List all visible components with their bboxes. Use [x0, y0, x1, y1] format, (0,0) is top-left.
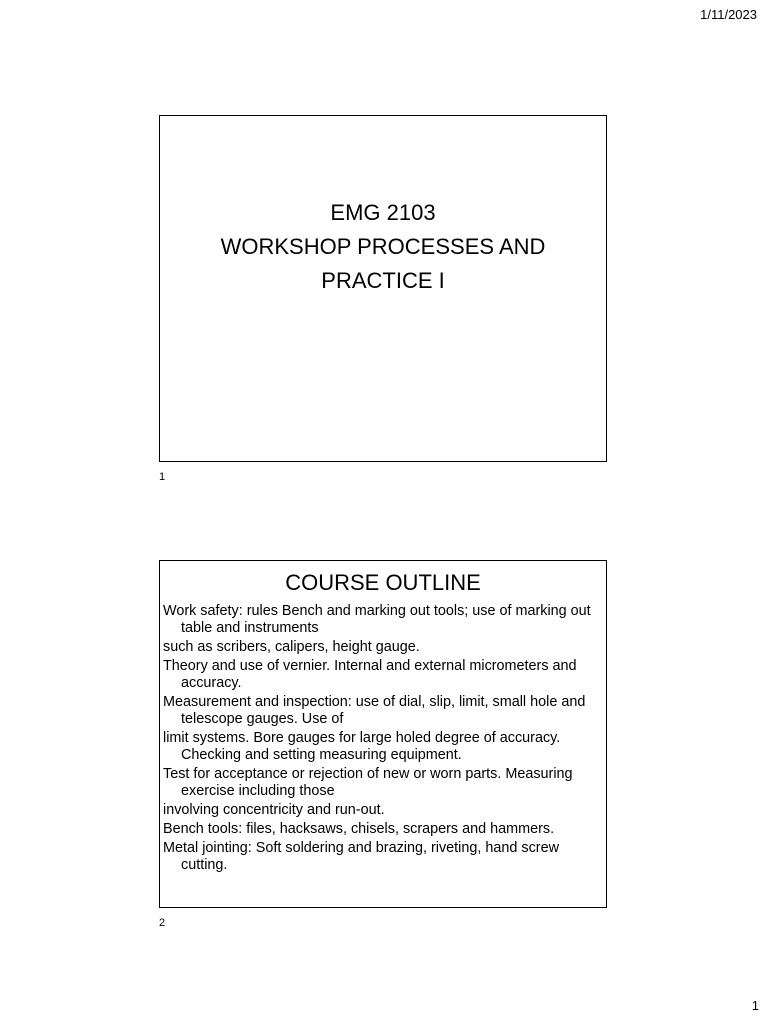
outline-item: Metal jointing: Soft soldering and brazing, riveting, hand screw cutting. — [163, 840, 559, 873]
outline-item: limit systems. Bore gauges for large holed degree of accuracy. Checking and setting measuring equipment. — [163, 730, 561, 763]
outline-item: such as scribers, calipers, height gauge. — [163, 639, 420, 655]
slide-number-2: 2 — [159, 917, 166, 929]
course-name-line-2: PRACTICE I — [321, 268, 445, 293]
course-outline-heading: COURSE OUTLINE — [285, 570, 481, 595]
slide-title-text — [160, 196, 606, 298]
slide-title — [159, 115, 607, 462]
outline-item: Work safety: rules Bench and marking out tools; use of marking out table and instruments — [163, 603, 591, 636]
print-date: 1/11/2023 — [700, 7, 757, 22]
course-outline-list — [160, 603, 606, 874]
outline-item: involving concentricity and run-out. — [163, 802, 385, 818]
outline-item: Measurement and inspection: use of dial, slip, limit, small hole and telescope gauges. Use of — [163, 694, 586, 727]
course-code: EMG 2103 — [330, 200, 436, 225]
slide-number-1: 1 — [159, 471, 166, 483]
outline-item: Bench tools: files, hacksaws, chisels, scrapers and hammers. — [163, 821, 555, 837]
course-name-line-1: WORKSHOP PROCESSES AND — [220, 234, 546, 259]
slide-course-outline — [159, 560, 607, 908]
outline-item: Theory and use of vernier. Internal and external micrometers and accuracy. — [163, 658, 577, 691]
page-number: 1 — [751, 998, 759, 1013]
outline-item: Test for acceptance or rejection of new or worn parts. Measuring exercise including those — [163, 766, 573, 799]
